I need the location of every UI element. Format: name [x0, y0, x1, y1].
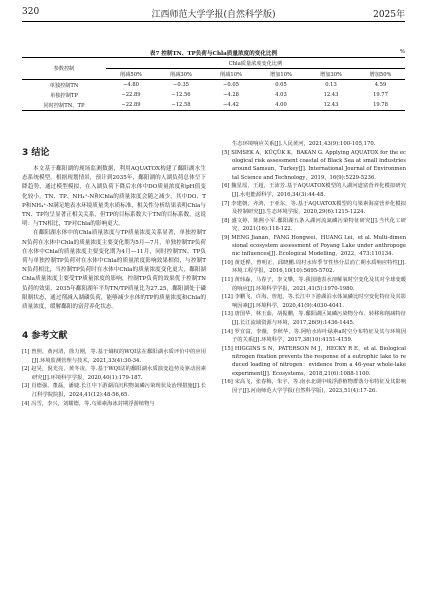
left-column [22, 143, 206, 408]
table-unit: % [399, 49, 405, 55]
subheader-cell: 增加50% [356, 69, 405, 80]
table-caption [22, 49, 405, 57]
reference-item: [5] SIMSEK A，KÜÇÜK K，BAKAN G. Applying AQUATOX for the ecological risk assessment coastal of Black Sea at small industries around Samsun，Turkey[J]. International Journal of Environmental Science and Technology，2019，16(9):5229-5236. [222, 149, 406, 181]
table-row [22, 90, 405, 100]
table-cell: −0.35 [173, 82, 189, 88]
table-cell: −4.80 [123, 82, 139, 88]
table-cell: 12.43 [306, 100, 356, 111]
table-cell: 19.78 [356, 100, 405, 111]
page-number: 320 [22, 7, 40, 17]
table-cell: −12.56 [171, 92, 191, 98]
param-header: 参数控制 [22, 58, 106, 80]
table-cell: 4.59 [374, 82, 387, 88]
row-label: 单独控制TN [49, 82, 79, 89]
reference-item: [11] 黄炜淼，马春子，李文攀，等.我国地表水溶解氧时空变化及其对全球变暖的响应[J].环境科学学报，2021,41(5):1970-1980. [222, 277, 406, 292]
reference-item: [10] 黄廷桦，曾明正，邱晓鹏.周村水库季节性热分层消亡期水质响应特性[J].环境工程学报，2016,10(10):5695-5702. [222, 260, 406, 275]
reference-item: [4] 冯雪，李兴，刘耀德，等.乌梁素海冰封期浮游植物与 [22, 400, 155, 407]
reference-item: [6] 魏星瑶，王超，王沛芳.基于AQUATOX模型的人湖河道富营养化模拟研究[J].水电能源科学，2016,34(3):44-48. [222, 183, 406, 198]
section-4-heading: 4 参考文献 [22, 331, 68, 342]
subheader-cell: 增加30% [306, 69, 356, 80]
reference-item: [3] 肖德强，董磊，潘婕.长江中下游湖泊沉积物氮磷污染现状及治理措施[J].长江科学院院报，2024,41(12):48-56,65. [22, 383, 206, 398]
reference-item: [2] 赵昊，倪光亮，黄冬凌，等.基于WQI法的鄱阳湖水质演变趋势及驱动因素研究[J].环境科学学报，2020,40(1):179-187. [22, 366, 206, 381]
subheader-cell: 削减10% [206, 69, 256, 80]
reference-item: [8] 盛文婷，陈熙小军.鄱阳湖五条入湖河流氮磷污染特征研究[J].当代化工研究，2021(16):118-122. [222, 217, 406, 232]
page-header [22, 7, 405, 21]
conclusion-paragraph-2: 在鄱阳湖水体中的Chla质量浓度与TP质量浓度关系显著，单独控制TN负荷在水体中Chla的质量浓度主要变化期为5月—7月，单独控制TP负荷在水体中Chla的质量浓度主要变化期为4月—11月，同时控制TN、TP负荷与单独控制TP负荷对在水体中Chla的质量浓度影响效果相似，与控制TN负荷相比，当控制TP负荷时在水体中Chla的质量浓度变化更大，鄱阳湖Chla质量浓度主要受TP质量浓度的影响，控制TP负荷的效果优于控制TN负荷的效果，2035年鄱阳湖年平均TN/TP质量比为27.25，鄱阳湖处于磷限制状态，通过削减入湖磷负荷，能够减少水体的TP的质量浓度和Chla的质量浓度，缓解鄱阳的富营养化状态。 [22, 230, 206, 311]
reference-continuation: 生态环境响应关系[J].人民黄河，2021,43(9):100-105,170. [232, 141, 376, 147]
section-3-heading: 3 结论 [22, 148, 50, 158]
table-cell: −4.42 [206, 100, 256, 111]
table-cell: −4.28 [223, 92, 239, 98]
row-label: 同时控制TN、TP [22, 100, 106, 111]
table-cell: −0.05 [223, 82, 239, 88]
table-row [22, 100, 405, 111]
reference-item: [14] 罗宜富，李薇，李秋华，等.阿哈水库叶绿素a时空分布特征及其与环境因子的关系[J].环境科学，2017,38(10):4151-4159. [222, 328, 406, 343]
row-label: 单独控制TP [50, 92, 78, 99]
table-cell: 4.03 [275, 92, 287, 98]
reference-item: [16] 宋高飞，张春梅，朱宇，等.南水北调中线浮游植物群落分布特征及其影响因子[J].河南师范大学学报(自然科学版)，2023,51(4):17-26. [222, 379, 406, 394]
section-spacer [22, 312, 206, 326]
group-header: Chla质量浓度变化比例 [106, 58, 405, 69]
control-ratio-table [22, 57, 405, 111]
table-cell: −22.89 [106, 100, 156, 111]
table-row [22, 80, 405, 91]
table-cell: 12.43 [323, 92, 339, 98]
table-cell: 19.77 [373, 92, 388, 98]
reference-item: [13] 唐国华，林玉茹，胡振鹏，等.鄱阳湖区氮磷污染物分布、转移和削减特征[J].长江流域资源与环境，2017,26(9):1436-1445. [222, 311, 406, 326]
reference-item: [12] 李鹏飞，许海，詹旭，等.长江中下游湖泊水体氮磷比时空变化特征及其影响因素[J].环境科学，2020,41(9):4030-4041. [222, 294, 406, 309]
table-cell: 0.13 [325, 82, 337, 88]
right-column [222, 140, 406, 395]
subheader-cell: 增加10% [256, 69, 306, 80]
header-rule [22, 21, 405, 22]
table-cell: −12.58 [156, 100, 206, 111]
table-title: 表7 控制TN、TP负荷与Chla质量浓度的变化比例 [149, 51, 278, 57]
table-cell: 0.05 [275, 82, 287, 88]
reference-item: [1] 曾照，黄河清，徐力刚，等.基于熵权的WQI法在鄱阳湖水质评价中的应用[J].环境监测管理与技术，2021,33(4):30-34. [22, 349, 206, 364]
reference-item: [9] MENG Jianan，FANG Hongwei，HUANG Lei，et al. Multi-dimensional ecosystem assessment of Poyang Lake under anthropogenic influences[J]. Ecological Modelling，2022，473:110134. [222, 234, 406, 258]
subheader-cell: 削减50% [106, 69, 156, 80]
conclusion-paragraph-1: 本文基于鄱阳湖的现场监测数据，利用AQUATOX构建了鄱阳湖水生态系统模型。根据现划情景，预计到2035年，鄱阳湖的人湖负荷总体呈下降趋势，通过模型模拟，在入湖负荷下降后水体中DO质量浓度和pH值变化较小，TN、TP、NH₄⁺-N和Chla的质量浓度会随之减少，其中DO、TP和NH₄⁺-N满足地表水环境质量类水质标准，相关性分析结果表明Chla与TN、TP均呈显著正相关关系，但TP的目标系数大于TN的目标系数，这说明：与TN相比，TP对Chla的影响更大。 [22, 166, 206, 228]
reference-item: [7] 李建朝，齐鸿，于亚东，等.基于AQUATOX模型的乌梁素海富营养化模拟及控制研究[J].生态环境学报，2020,29(6):1215-1224. [222, 200, 406, 215]
table-cell: 4.00 [256, 100, 306, 111]
journal-title: 江西师范大学学报(自然科学版) [151, 10, 276, 20]
table-cell: −22.89 [121, 92, 141, 98]
publication-year: 2025年 [373, 10, 405, 20]
table-header-row [22, 58, 405, 69]
subheader-cell: 削减30% [156, 69, 206, 80]
reference-item: [15] HIGGINS S N，PATERSON M J，HECKY R E，et al. Biological nitrogen fixation prevents the response of a eutrophic lake to reduced loading of nitrogen：evidence from a 46-year whole-lake experiment[J]. Ecosystems，2018,21(6):1088-1100. [222, 345, 406, 377]
